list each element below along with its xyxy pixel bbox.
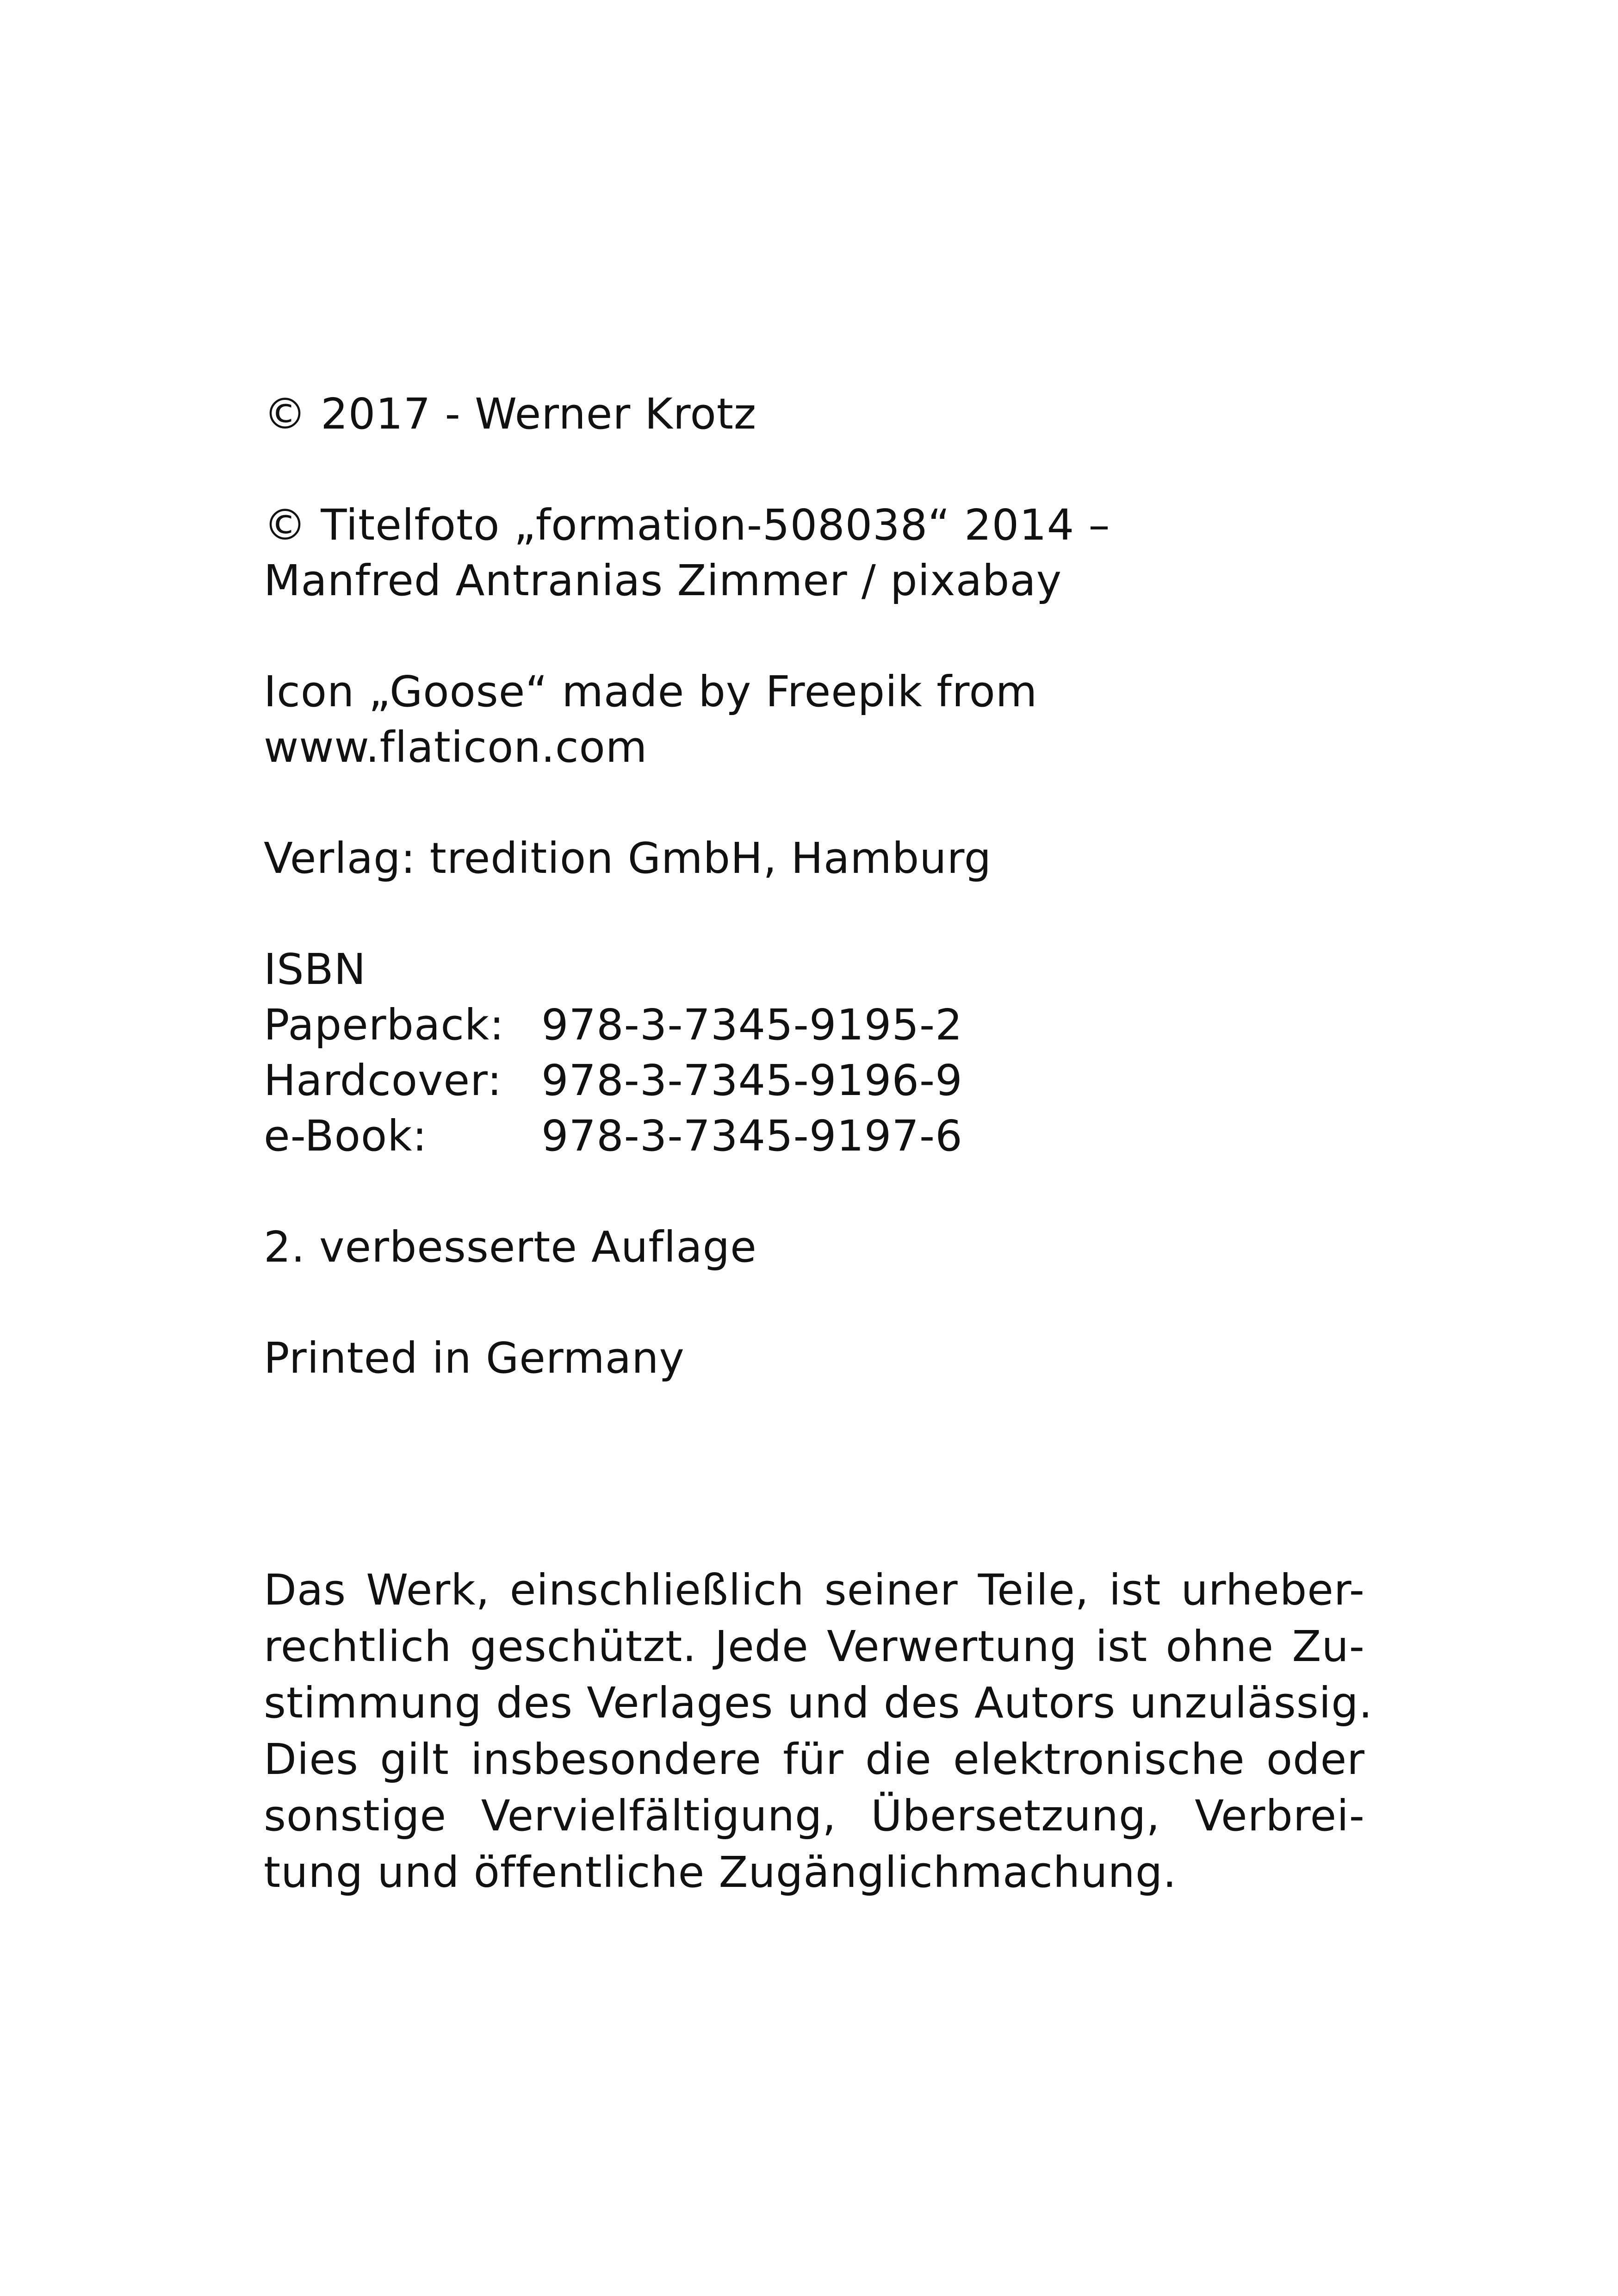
edition: 2. verbesserte Auflage [264, 1222, 757, 1272]
legal-notice-line: Das Werk, einschließlich seiner Teile, ist urheber- [264, 1565, 1365, 1615]
icon-credit-line-2: www.flaticon.com [264, 722, 648, 772]
isbn-value: 978-3-7345-9196-9 [541, 1056, 963, 1105]
legal-notice-line: tung und öffentliche Zugänglichmachung. [264, 1848, 1177, 1897]
legal-notice [264, 1562, 1373, 1901]
isbn-label: Paperback: [264, 1000, 505, 1050]
isbn-label: e-Book: [264, 1111, 428, 1161]
copyright-page [264, 0, 1373, 2296]
icon-credit-line-1: Icon „Goose“ made by Freepik from [264, 667, 1038, 716]
isbn-heading: ISBN [264, 945, 366, 994]
cover-photo-credit-line-2: Manfred Antranias Zimmer / pixabay [264, 556, 1062, 605]
isbn-value: 978-3-7345-9197-6 [541, 1111, 963, 1161]
isbn-label: Hardcover: [264, 1056, 502, 1105]
legal-notice-line: rechtlich geschützt. Jede Verwertung ist ohne Zu- [264, 1622, 1365, 1671]
printed-in: Printed in Germany [264, 1333, 685, 1383]
legal-notice-line: sonstige Vervielfältigung, Übersetzung, Verbrei- [264, 1791, 1365, 1841]
legal-notice-line: stimmung des Verlages und des Autors unzulässig. [264, 1678, 1373, 1728]
legal-notice-line: Dies gilt insbesondere für die elektronische oder [264, 1735, 1365, 1784]
cover-photo-credit-line-1: © Titelfoto „formation-508038“ 2014 – [264, 500, 1110, 550]
author-copyright: © 2017 - Werner Krotz [264, 389, 757, 439]
publisher: Verlag: tredition GmbH, Hamburg [264, 834, 992, 883]
isbn-value: 978-3-7345-9195-2 [541, 1000, 963, 1050]
